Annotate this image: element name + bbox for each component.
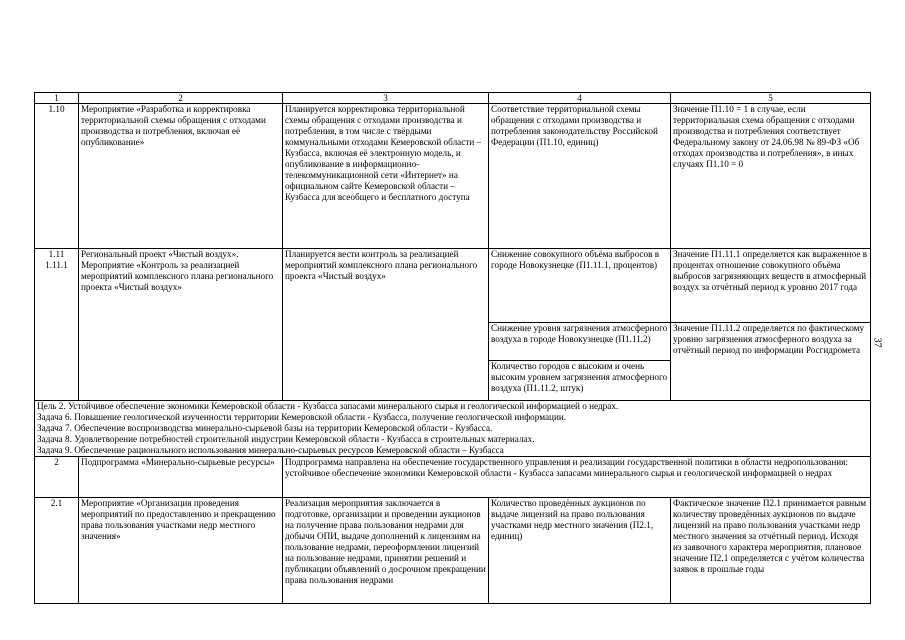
measure-description: Реализация мероприятия заключается в подготовке, организации и проведении аукционов на получение права пользования недрами для добычи ОПИ, выдаче дополнений к лицензиям на пользование недрами, переоформлении лицензий на пользование недрами, принятии решений и публикации объявлений о досрочном прекращении права пользования недрами [283, 498, 489, 604]
goal-text: Цель 2. Устойчивое обеспечение экономики Кемеровской области - Кузбасса запасами минерального сырья и геологической информацией о недрах. [37, 401, 619, 411]
measure-name-text: Мероприятие «Контроль за реализацией мероприятий комплексного плана регионального проекта «Чистый воздух» [81, 260, 274, 292]
header-cell: 1 [35, 93, 79, 104]
header-cell: 3 [283, 93, 489, 104]
measure-name: Мероприятие «Разработка и корректировка территориальной схемы обращения с отходами производства и потребления, включая её опубликование» [79, 104, 283, 249]
row-number: 2.1 [35, 498, 79, 604]
subprogram-name: Подпрограмма «Минерально-сырьевые ресурсы» [79, 457, 283, 498]
measure-name [79, 249, 283, 401]
header-cell: 4 [489, 93, 671, 104]
measure-name: Мероприятие «Организация проведения мероприятий по предоставлению и прекращению права пользования участками недр местного значения» [79, 498, 283, 604]
indicator-method: Значение П1.11.1 определяется как выраженное в процентах отношение совокупного объёма выбросов загрязняющих веществ в атмосферный воздух за отчётный период к уровню 2017 года [671, 249, 871, 323]
row-number: 1.10 [35, 104, 79, 249]
goal-cell [35, 401, 871, 457]
row-number-measure: 1.11.1 [45, 260, 68, 270]
table-row [35, 104, 871, 249]
table-row [35, 249, 871, 323]
subprogram-description: Подпрограмма направлена на обеспечение государственного управления и реализации государственной политики в области недропользования: устойчивое обеспечение экономики Кемеровской области - Кузбасса запасами минерального сырья и геологической информацией о недрах [283, 457, 871, 498]
table-header-row [35, 93, 871, 104]
document-page [34, 92, 870, 604]
row-number-project: 1.11 [48, 249, 65, 259]
project-name: Региональный проект «Чистый воздух». [81, 249, 239, 259]
task-text: Задача 8. Удовлетворение потребностей строительной индустрии Кемеровской области - Кузбасса в строительных материалах. [37, 434, 535, 444]
table-row [35, 457, 871, 498]
row-number: 2 [35, 457, 79, 498]
indicator-method: Значение П1.10 = 1 в случае, если территориальная схема обращения с отходами производства и потребления соответствует Федеральному закону от 24.06.98 № 89-ФЗ «Об отходах производства и потребления», в иных случаях П1.10 = 0 [671, 104, 871, 249]
task-text: Задача 7. Обеспечение воспроизводства минерально-сырьевой базы на территории Кемеровской области - Кузбасса. [37, 423, 493, 433]
indicator-name: Количество городов с высоким и очень высоким уровнем загрязнения атмосферного воздуха (П1.11.2, штук) [489, 361, 671, 401]
indicator-name: Количество проведённых аукционов по выдаче лицензий на право пользования участками недр местного значения (П2.1, единиц) [489, 498, 671, 604]
header-cell: 2 [79, 93, 283, 104]
indicator-name: Снижение уровня загрязнения атмосферного воздуха в городе Новокузнецке (П1.11.2) [489, 323, 671, 361]
measure-description: Планируется корректировка территориальной схемы обращения с отходами производства и потребления, в том числе с твёрдыми коммунальными отходами Кемеровской области – Кузбасса, включая её электронную модель, и опубликование в информационно-телекоммуникационной сети «Интернет» на официальном сайте Кемеровской области – Кузбасса для всеобщего и бесплатного доступа [283, 104, 489, 249]
task-text: Задача 9. Обеспечение рационального использования минерально-сырьевых ресурсов Кемеровской области – Кузбасса [37, 445, 504, 455]
indicator-method: Фактическое значение П2.1 принимается равным количеству проведённых аукционов по выдаче лицензий на право пользования участками недр местного значения за отчётный период. Исходя из заявочного характера мероприятия, плановое значение П2.1 определяется с учётом количества заявок в прошлые годы [671, 498, 871, 604]
measure-description: Планируется вести контроль за реализацией мероприятий комплексного плана регионального проекта «Чистый воздух» [283, 249, 489, 401]
indicator-name: Снижение совокупного объёма выбросов в городе Новокузнецке (П1.11.1, процентов) [489, 249, 671, 323]
indicator-name: Соответствие территориальной схемы обращения с отходами производства и потребления законодательству Российской Федерации (П1.10, единиц) [489, 104, 671, 249]
indicator-method: Значение П1.11.2 определяется по фактическому уровню загрязнения атмосферного воздуха за отчётный период по информации Росгидромета [671, 323, 871, 401]
row-number [35, 249, 79, 401]
program-table [34, 92, 871, 604]
table-row [35, 498, 871, 604]
header-cell: 5 [671, 93, 871, 104]
task-text: Задача 6. Повышение геологической изученности территории Кемеровской области - Кузбасса, получение геологической информации. [37, 412, 567, 422]
page-number: 37 [871, 337, 883, 348]
goal-row [35, 401, 871, 457]
